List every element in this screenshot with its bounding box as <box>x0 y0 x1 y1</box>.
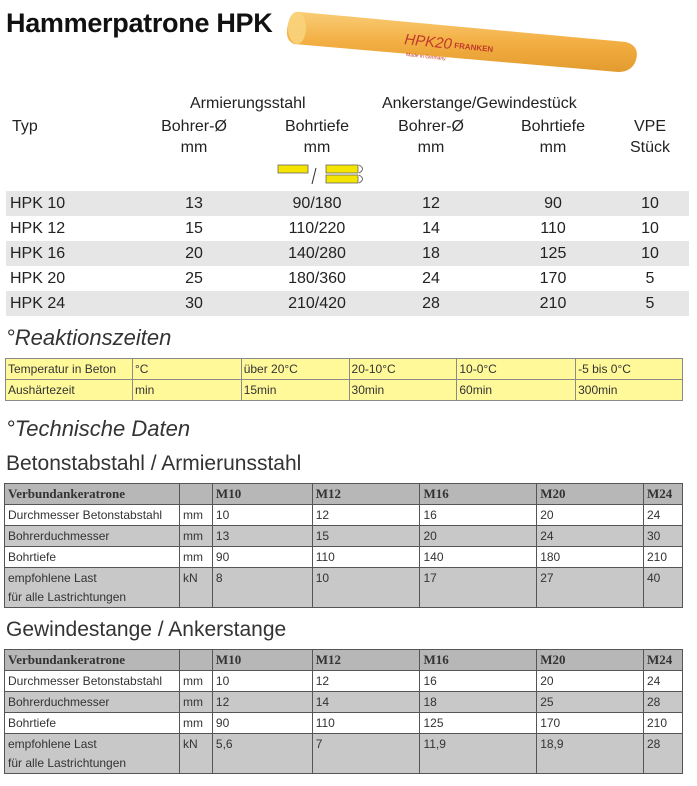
table-row <box>6 191 689 216</box>
table-cell: 30min <box>349 380 457 401</box>
table-cell: 16 <box>420 671 537 692</box>
table-cell: 18 <box>420 692 537 713</box>
table-cell: Durchmesser Betonstabstahl <box>5 671 180 692</box>
table-cell <box>5 568 180 608</box>
col-vpe-unit: Stück <box>629 139 670 156</box>
reaction-heading: °Reaktionszeiten <box>6 325 172 350</box>
col-a-bohrer: Bohrer-Ø <box>161 118 227 135</box>
table-cell: mm <box>179 671 212 692</box>
load-note: für alle Lastrichtungen <box>8 756 127 770</box>
table-row <box>6 291 689 316</box>
table-header-cell: M12 <box>312 650 420 671</box>
table-header-cell: M12 <box>312 484 420 505</box>
table-cell: über 20°C <box>241 359 349 380</box>
table-cell: -5 bis 0°C <box>576 359 683 380</box>
table-cell: 5,6 <box>212 734 312 774</box>
table-header-cell: M20 <box>537 484 644 505</box>
table-cell: mm <box>179 547 212 568</box>
table-row <box>5 526 683 547</box>
col-a-bohrer-unit: mm <box>180 139 208 156</box>
table-row <box>5 734 683 774</box>
table-header-cell: M10 <box>212 484 312 505</box>
table-cell: kN <box>179 734 212 774</box>
table-header-cell: M24 <box>643 650 682 671</box>
table-cell: 125 <box>420 713 537 734</box>
table-cell: 30 <box>643 526 682 547</box>
cell-g-bohrer: 28 <box>422 295 440 312</box>
table-cell: 28 <box>643 734 682 774</box>
cell-g-bohrer: 14 <box>422 220 440 237</box>
cell-typ: HPK 20 <box>10 270 66 287</box>
tech1-table <box>4 483 683 608</box>
cell-a-tiefe: 90/180 <box>292 195 342 212</box>
table-header-row <box>5 650 683 671</box>
cell-typ: HPK 10 <box>10 195 66 212</box>
table-cell: 12 <box>212 692 312 713</box>
cell-g-bohrer: 18 <box>422 245 440 262</box>
cell-a-tiefe: 180/360 <box>288 270 346 287</box>
cell-g-tiefe: 110 <box>540 220 566 237</box>
table-header-cell <box>179 484 212 505</box>
cell-a-bohrer: 25 <box>185 270 203 287</box>
table-row <box>5 713 683 734</box>
table-header-cell: M16 <box>420 650 537 671</box>
cell-a-bohrer: 30 <box>185 295 203 312</box>
table-header-cell: M20 <box>537 650 644 671</box>
table-cell: 10 <box>212 671 312 692</box>
table-row <box>6 266 689 291</box>
load-note: für alle Lastrichtungen <box>8 590 127 604</box>
table-cell: 24 <box>537 526 644 547</box>
table-cell: 17 <box>420 568 537 608</box>
cell-a-bohrer: 13 <box>185 195 203 212</box>
table-row <box>6 241 689 266</box>
load-label: empfohlene Last <box>8 737 97 751</box>
table-cell: Bohrtiefe <box>5 713 180 734</box>
cell-a-tiefe: 210/420 <box>288 295 346 312</box>
cell-g-tiefe: 125 <box>539 245 567 262</box>
table-cell: Bohrerduchmesser <box>5 692 180 713</box>
table-cell: Aushärtezeit <box>6 380 133 401</box>
table-row <box>5 505 683 526</box>
table-cell: 210 <box>643 713 682 734</box>
table-cell: 13 <box>212 526 312 547</box>
table-header-cell: M24 <box>643 484 682 505</box>
table-cell: 110 <box>312 547 420 568</box>
table-cell: 20 <box>537 505 644 526</box>
load-label: empfohlene Last <box>8 571 97 585</box>
table-row <box>6 380 683 401</box>
table-cell: 7 <box>312 734 420 774</box>
cell-a-tiefe: 140/280 <box>288 245 346 262</box>
table-cell: 10 <box>212 505 312 526</box>
table-row <box>5 547 683 568</box>
table-header-cell: M10 <box>212 650 312 671</box>
cell-vpe: 5 <box>645 270 655 287</box>
tech2-table <box>4 649 683 774</box>
cell-a-bohrer: 20 <box>185 245 203 262</box>
cell-g-bohrer: 12 <box>422 195 440 212</box>
cell-g-bohrer: 24 <box>422 270 440 287</box>
table-cell: 90 <box>212 547 312 568</box>
table-cell: 12 <box>312 505 420 526</box>
cell-a-bohrer: 15 <box>185 220 203 237</box>
table-cell: 20 <box>420 526 537 547</box>
table-cell: 11,9 <box>420 734 537 774</box>
cell-a-tiefe: 110/220 <box>288 220 346 237</box>
table-cell: 25 <box>537 692 644 713</box>
table-cell: 20-10°C <box>349 359 457 380</box>
table-cell: 140 <box>420 547 537 568</box>
table-cell: 60min <box>457 380 576 401</box>
table-cell: 24 <box>643 505 682 526</box>
reaction-table <box>5 358 683 401</box>
table-cell: 12 <box>312 671 420 692</box>
table-cell: °C <box>132 359 241 380</box>
group-ankerstange: Ankerstange/Gewindestück <box>382 95 577 112</box>
cell-g-tiefe: 90 <box>544 195 562 212</box>
cell-vpe: 5 <box>645 295 655 312</box>
table-cell: 170 <box>537 713 644 734</box>
table-cell: 15 <box>312 526 420 547</box>
table-row <box>6 359 683 380</box>
table-cell: 10-0°C <box>457 359 576 380</box>
tech1-heading: Betonstabstahl / Armierunsstahl <box>6 452 302 475</box>
cell-typ: HPK 24 <box>10 295 66 312</box>
cell-g-tiefe: 170 <box>539 270 567 287</box>
main-table-body <box>6 191 689 316</box>
drill-depth-icon <box>276 162 368 186</box>
col-g-bohrer-unit: mm <box>417 139 445 156</box>
table-cell: mm <box>179 692 212 713</box>
table-cell <box>5 734 180 774</box>
group-armierungsstahl: Armierungsstahl <box>190 95 306 112</box>
page-title: Hammerpatrone HPK <box>6 8 273 38</box>
capsule-brand: FRANKEN <box>453 41 494 55</box>
table-row <box>5 671 683 692</box>
capsule-made: Made in Germany <box>405 52 446 63</box>
table-cell: 28 <box>643 692 682 713</box>
table-cell: 10 <box>312 568 420 608</box>
table-header-cell <box>179 650 212 671</box>
table-cell: 15min <box>241 380 349 401</box>
table-cell: 20 <box>537 671 644 692</box>
table-header-cell: M16 <box>420 484 537 505</box>
col-g-bohrer: Bohrer-Ø <box>398 118 464 135</box>
table-header-cell: Verbundankeratrone <box>5 484 180 505</box>
table-cell: 18,9 <box>537 734 644 774</box>
cell-vpe: 10 <box>641 245 659 262</box>
table-cell: mm <box>179 505 212 526</box>
table-cell: kN <box>179 568 212 608</box>
cell-typ: HPK 16 <box>10 245 66 262</box>
table-cell: 40 <box>643 568 682 608</box>
table-cell: min <box>132 380 241 401</box>
cell-vpe: 10 <box>641 195 659 212</box>
table-header-cell: Verbundankeratrone <box>5 650 180 671</box>
table-cell: Durchmesser Betonstabstahl <box>5 505 180 526</box>
table-cell: 24 <box>643 671 682 692</box>
table-row <box>6 216 689 241</box>
cell-typ: HPK 12 <box>10 220 66 237</box>
main-table-header <box>0 0 697 190</box>
table-cell: mm <box>179 526 212 547</box>
table-cell: 300min <box>576 380 683 401</box>
table-row <box>5 692 683 713</box>
table-header-row <box>5 484 683 505</box>
table-cell: 16 <box>420 505 537 526</box>
capsule-label: HPK20 <box>403 31 453 53</box>
table-cell: Bohrerduchmesser <box>5 526 180 547</box>
col-a-bohrtiefe-unit: mm <box>303 139 331 156</box>
tech2-heading: Gewindestange / Ankerstange <box>6 618 287 641</box>
table-cell: 210 <box>643 547 682 568</box>
table-cell: 110 <box>312 713 420 734</box>
table-cell: 90 <box>212 713 312 734</box>
cell-g-tiefe: 210 <box>539 295 567 312</box>
table-cell: mm <box>179 713 212 734</box>
table-cell: 8 <box>212 568 312 608</box>
col-g-bohrtiefe: Bohrtiefe <box>520 118 586 135</box>
table-cell: 14 <box>312 692 420 713</box>
table-row <box>5 568 683 608</box>
table-cell: 180 <box>537 547 644 568</box>
col-typ: Typ <box>12 118 38 135</box>
cell-vpe: 10 <box>641 220 659 237</box>
col-a-bohrtiefe: Bohrtiefe <box>284 118 350 135</box>
tech-heading: °Technische Daten <box>6 416 191 441</box>
col-vpe: VPE <box>633 118 666 135</box>
table-cell: Bohrtiefe <box>5 547 180 568</box>
col-g-bohrtiefe-unit: mm <box>539 139 567 156</box>
table-cell: Temperatur in Beton <box>6 359 133 380</box>
table-cell: 27 <box>537 568 644 608</box>
